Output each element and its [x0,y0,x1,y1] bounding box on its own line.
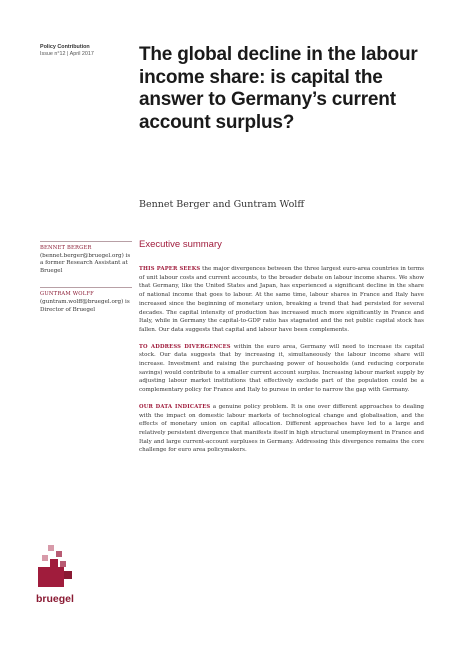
logo-square [48,545,54,551]
logo-square [38,567,64,587]
author-bio-2 [40,287,132,314]
paragraph-lead: TO ADDRESS DIVERGENCES [139,343,231,350]
summary-body [139,265,424,463]
page-title: The global decline in the labour income share: is capital the answer to Germany’s current account surplus? [139,44,418,133]
paragraph-text: within the euro area, Germany will need to increase its capital stock. Our data suggests that by increasing it, simultaneously the labour income share will increase. Investment and raising the purchasing power of households (and reducing corporate savings) would contribute to a smaller current account surplus. Increasing labour market supply by adjusting labour market institutions that effectively exclude part of the population could be a complementary policy for France and Italy to pursue in order to narrow the gap with Germany. [139,343,424,394]
logo-square [50,559,58,567]
author-bio-1 [40,241,132,275]
series-label [40,44,130,58]
section-title: Executive summary [139,239,222,250]
paragraph-text: the major divergences between the three largest euro-area countries in terms of unit labour costs and current accounts, to the broader debate on labour income shares. We show that Germany, like the United States and Japan, has experienced a significant decline in the share of national income that goes to labour. At the same time, labour shares in France and Italy have increased since the beginning of monetary union, breaking a trend that had persisted for several decades. The capital intensity of production has increased much more significantly in France and Italy, while in Germany the capital-to-GDP ratio has stagnated and the net public capital stock has fallen. Our data suggests that capital and labour have been complements. [139,266,424,333]
series-issue: Issue n°12 | April 2017 [40,51,94,57]
author-2-name: GUNTRAM WOLFF [40,291,94,298]
authors-line: Bennet Berger and Guntram Wolff [139,199,305,210]
paragraph-lead: THIS PAPER SEEKS [139,266,201,272]
paragraph-text: a genuine policy problem. It is one over different approaches to dealing with the impact on domestic labour markets of technological change and globalisation, and the effects of monetary union on capital allocation. Different approaches have led to a large and relatively persistent divergence that manifests itself in high structural unemployment in France and Italy and large current-account surpluses in Germany. Addressing this divergence remains the core challenge for euro area policymakers. [139,403,425,454]
logo-wordmark: bruegel [36,593,74,605]
paragraph-lead: OUR DATA INDICATES [139,403,211,410]
logo-square [64,571,72,579]
summary-paragraph-2 [139,343,424,395]
series-name: Policy Contribution [40,44,90,50]
logo-square [56,551,62,557]
author-1-bio: (bennet.berger@bruegel.org) is a former Research Assistant at Bruegel [40,252,131,274]
author-sidebar [40,241,132,326]
logo-square [60,561,66,567]
logo-square [42,555,48,561]
author-2-bio: (guntram.wolff@bruegel.org) is Director of Bruegel [40,298,130,313]
author-1-name: BENNET BERGER [40,245,92,251]
summary-paragraph-3 [139,403,424,455]
summary-paragraph-1 [139,265,424,335]
